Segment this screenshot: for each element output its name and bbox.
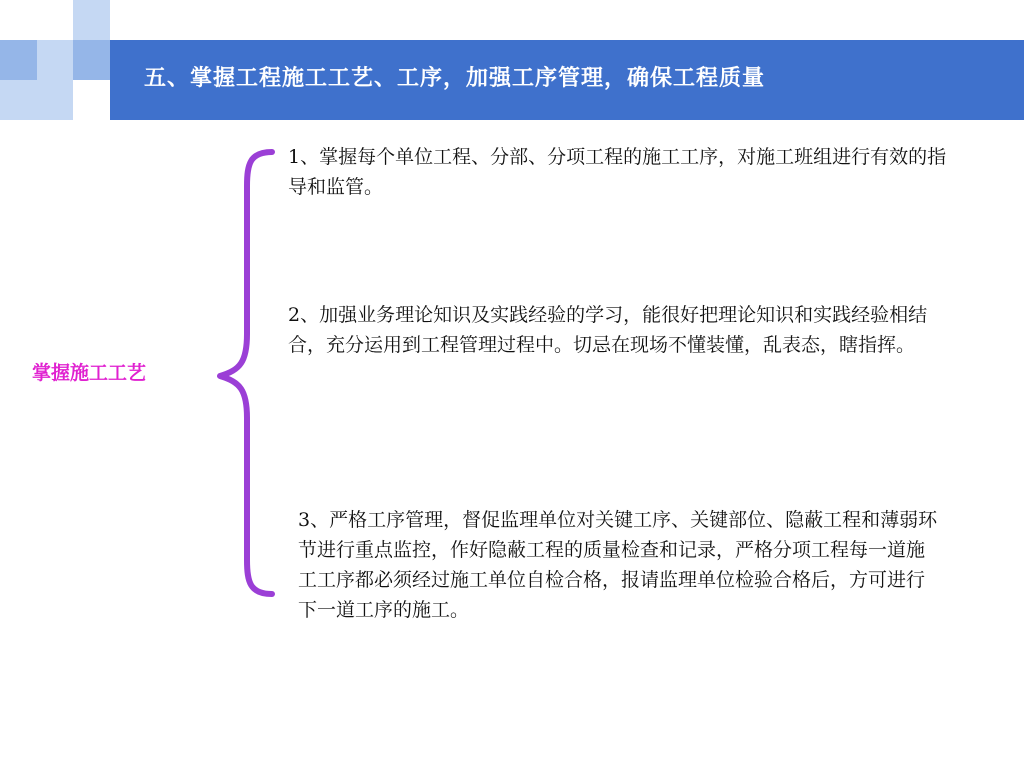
point-3: 3、严格工序管理，督促监理单位对关键工序、关键部位、隐蔽工程和薄弱环节进行重点监控，作好隐蔽工程的质量检查和记录，严格分项工程每一道施工工序都必须经过施工单位自检合格，报请监理单位检验合格后，方可进行下一道工序的施工。 — [298, 509, 938, 621]
side-label: 掌握施工工艺 — [32, 362, 147, 384]
point-2: 2、加强业务理论知识及实践经验的学习，能很好把理论知识和实践经验相结合，充分运用到工程管理过程中。切忌在现场不懂装懂，乱表态，瞎指挥。 — [288, 304, 928, 356]
decor-square-top — [73, 0, 110, 40]
decor-square-right — [73, 40, 110, 80]
decor-square-bottom — [0, 80, 73, 120]
decor-square-middle — [37, 40, 73, 80]
slide-title: 五、掌握工程施工工艺、工序，加强工序管理，确保工程质量 — [144, 65, 766, 91]
point-1: 1、掌握每个单位工程、分部、分项工程的施工工序，对施工班组进行有效的指导和监管。 — [288, 146, 947, 198]
curly-brace — [200, 148, 280, 598]
decor-square-left — [0, 40, 37, 80]
